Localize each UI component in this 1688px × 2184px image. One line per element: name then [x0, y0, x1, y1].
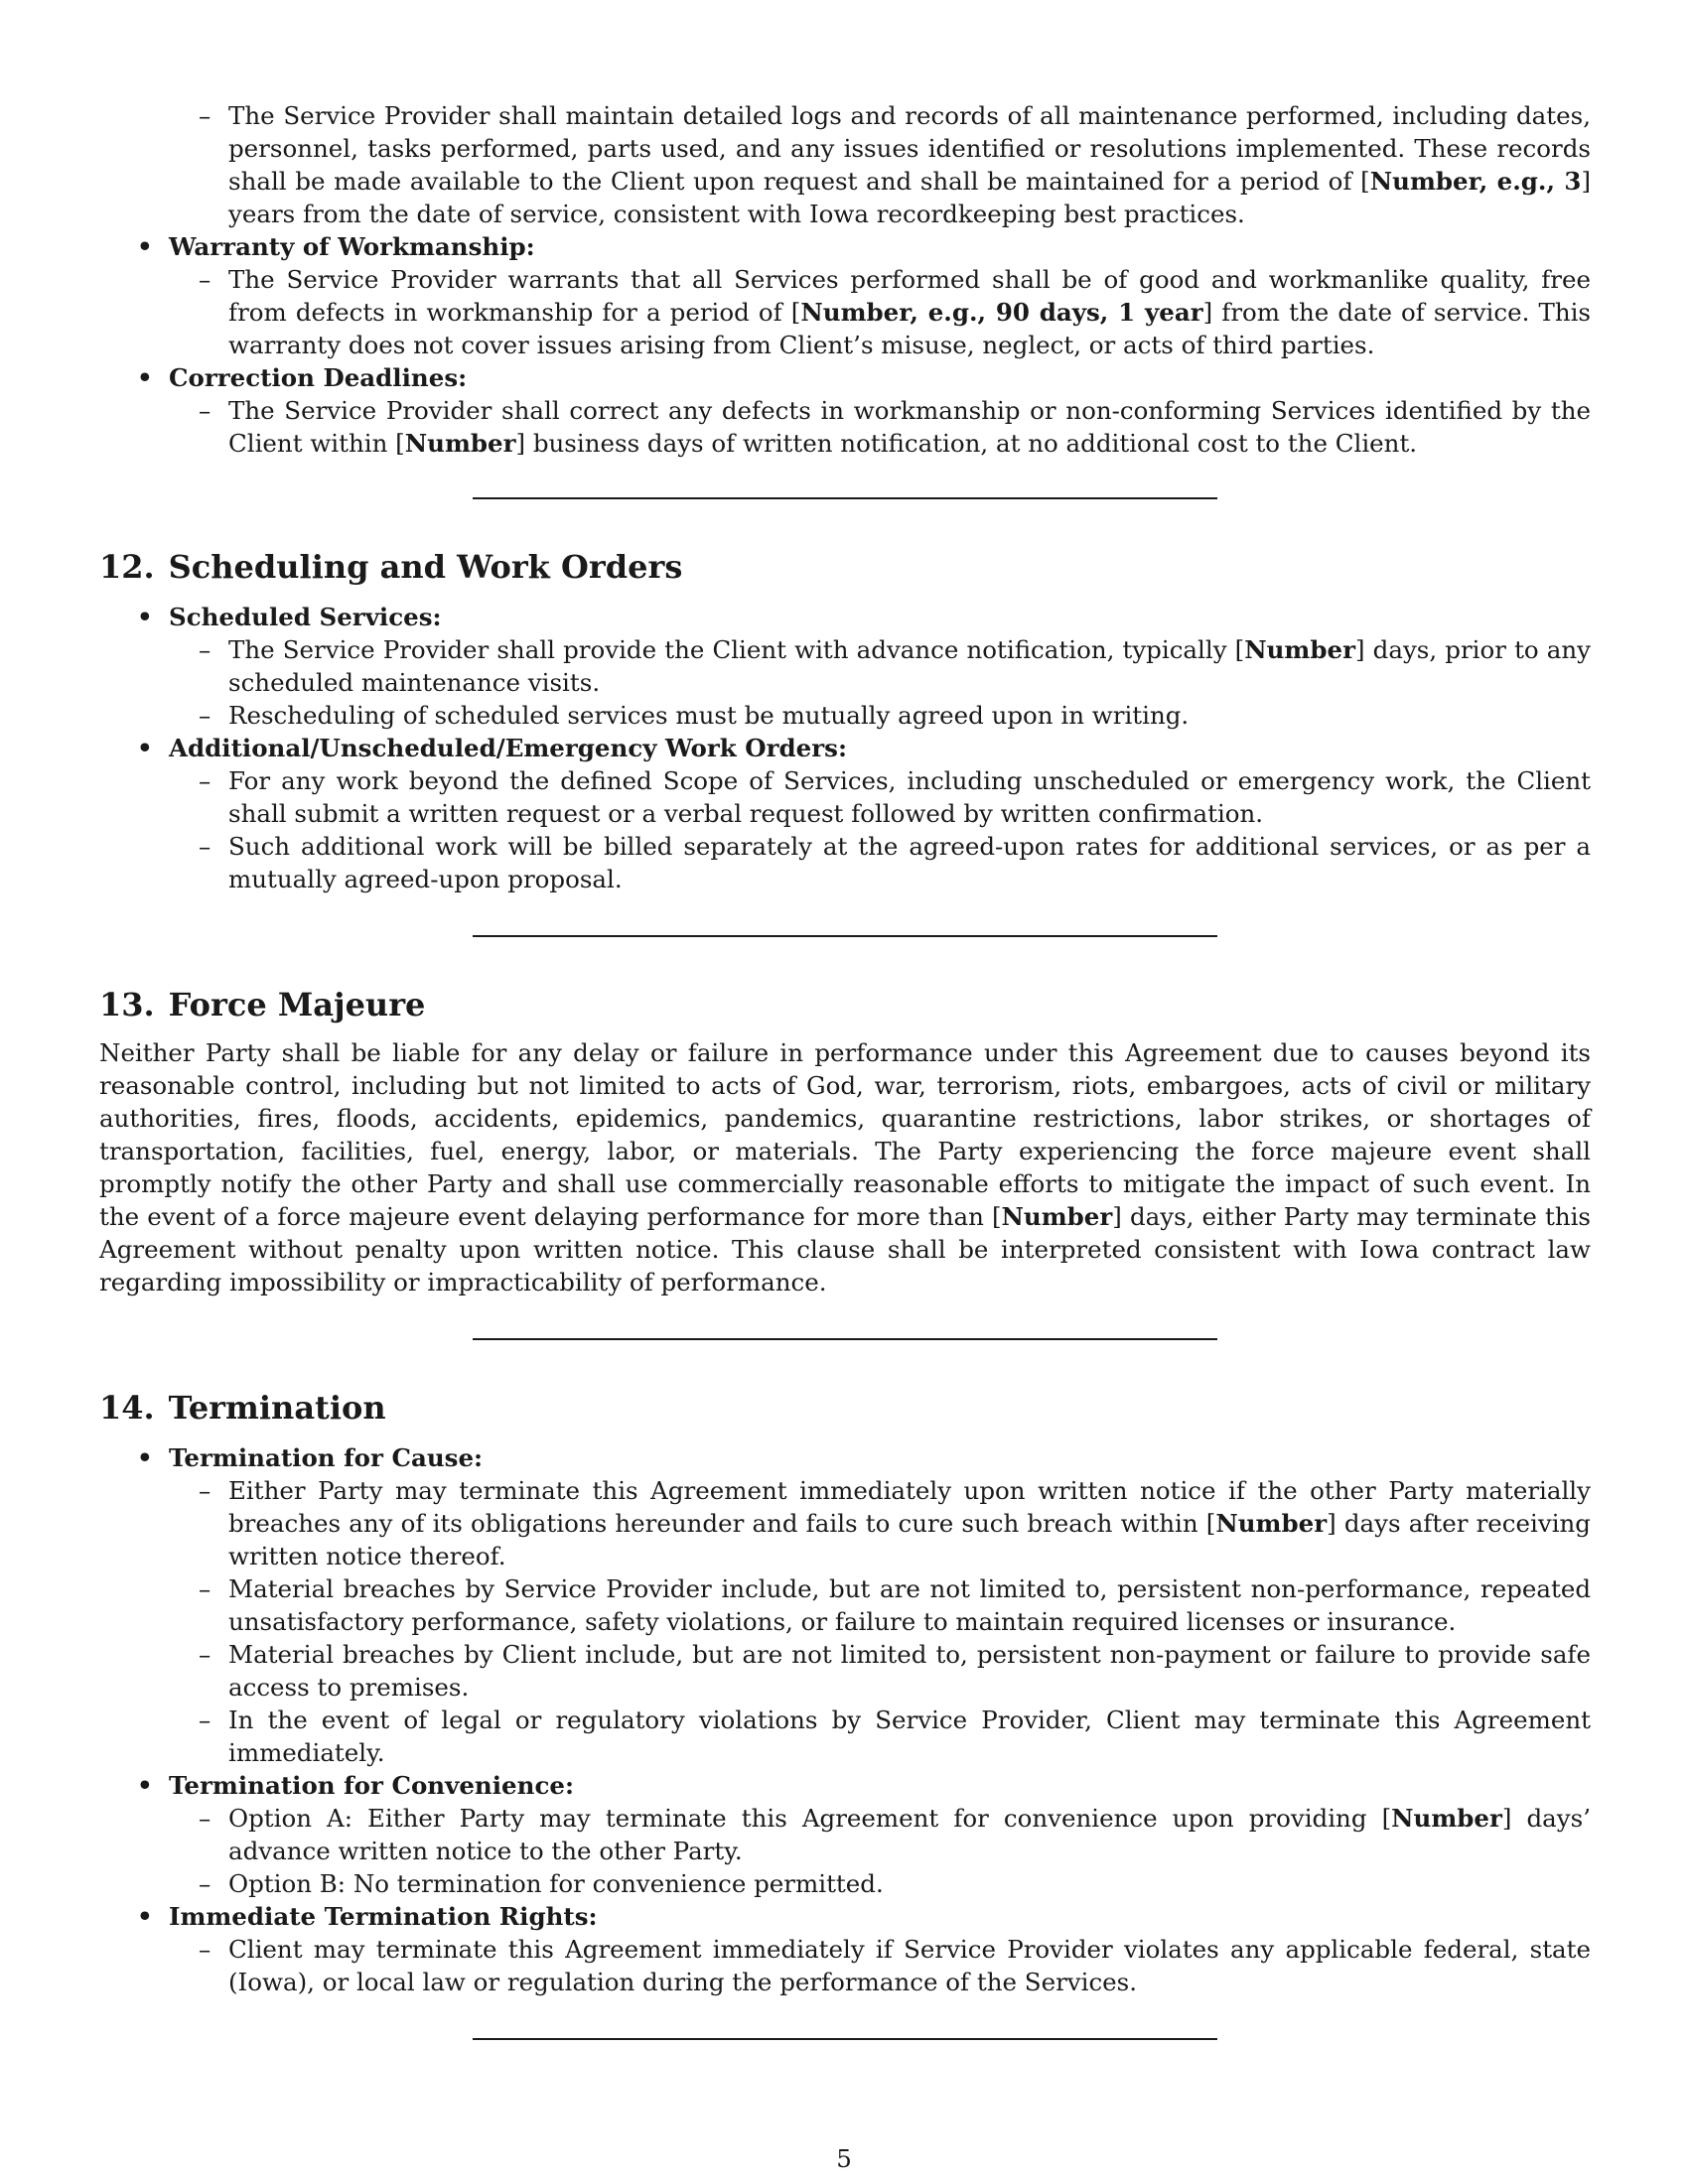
termination-cause-item: • Termination for Cause: [137, 1443, 484, 1472]
dash-marker: – [199, 101, 211, 130]
section-divider [473, 935, 1217, 937]
cause-subitem-3: – Material breaches by Client include, but are not limited to, persistent non-payment or failure to provide safe access to premises. [199, 1640, 1591, 1702]
dash-marker: – [199, 832, 211, 861]
warranty-item: • Warranty of Workmanship: [137, 232, 535, 261]
section-12-heading: 12. Scheduling and Work Orders [99, 548, 683, 586]
additional-work-item: • Additional/Unscheduled/Emergency Work Orders: [137, 734, 847, 762]
dash-marker: – [199, 1640, 211, 1669]
dash-marker: – [199, 265, 211, 294]
dash-marker: – [199, 1869, 211, 1898]
correction-subitem: – The Service Provider shall correct any defects in workmanship or non-conforming Services identified by the Client within [Number] business days of written notification, at no additional cost to the Client. [199, 396, 1591, 458]
bullet-marker: • [137, 1771, 153, 1800]
dash-marker: – [199, 1804, 211, 1833]
force-majeure-paragraph: Neither Party shall be liable for any delay or failure in performance under this Agreement due to causes beyond its reasonable control, including but not limited to acts of God, war, terrorism, riots, embargoes, acts of civil or military authorities, fires, floods, accidents, epidemics, pandemics, quarantine restrictions, labor strikes, or shortages of transportation, facilities, fuel, energy, labor, or materials. The Party experiencing the force majeure event shall promptly notify the other Party and shall use commercially reasonable efforts to mitigate the impact of such event. In the event of a force majeure event delaying performance for more than [Number] days, either Party may terminate this Agreement without penalty upon written notice. This clause shall be interpreted consistent with Iowa contract law regarding impossibility or impracticability of performance. [99, 1038, 1592, 1297]
dash-marker: – [199, 1935, 211, 1964]
dash-marker: – [199, 766, 211, 795]
section-divider [473, 2038, 1217, 2040]
page-number: 5 [836, 2144, 852, 2173]
dash-marker: – [199, 1574, 211, 1603]
bullet-marker: • [137, 1443, 153, 1472]
cause-subitem-2: – Material breaches by Service Provider include, but are not limited to, persistent non-performance, repeated unsatisfactory performance, safety violations, or failure to maintain required licenses or insurance. [199, 1574, 1591, 1636]
scheduled-subitem-1: – The Service Provider shall provide the Client with advance notification, typically [Number] days, prior to any scheduled maintenance visits. [199, 635, 1591, 697]
document-page [99, 99, 1591, 2040]
dash-marker: – [199, 701, 211, 730]
convenience-subitem-1: – Option A: Either Party may terminate this Agreement for convenience upon providing [Number] days’ advance written notice to the other Party. [199, 1804, 1591, 1865]
bullet-marker: • [137, 1902, 153, 1931]
cause-subitem-1: – Either Party may terminate this Agreement immediately upon written notice if the other Party materially breaches any of its obligations hereunder and fails to cure such breach within [Number] days after receiving written notice thereof. [199, 1476, 1591, 1570]
dash-marker: – [199, 635, 211, 664]
section-14-heading: 14. Termination [99, 1389, 386, 1427]
additional-subitem-2: – Such additional work will be billed separately at the agreed-upon rates for additional services, or as per a mutually agreed-upon proposal. [199, 832, 1591, 893]
scheduled-subitem-2: – Rescheduling of scheduled services must be mutually agreed upon in writing. [199, 701, 1190, 730]
warranty-subitem: – The Service Provider warrants that all Services performed shall be of good and workmanlike quality, free from defects in workmanship for a period of [Number, e.g., 90 days, 1 year] from the date of service. This warranty does not cover issues arising from Client’s misuse, neglect, or acts of third parties. [199, 265, 1592, 359]
scheduled-services-item: • Scheduled Services: [137, 603, 442, 631]
immediate-termination-item: • Immediate Termination Rights: [137, 1902, 598, 1931]
dash-marker: – [199, 1706, 211, 1734]
convenience-subitem-2: – Option B: No termination for convenience permitted. [199, 1869, 884, 1898]
cause-subitem-4: – In the event of legal or regulatory violations by Service Provider, Client may terminate this Agreement immediately. [199, 1706, 1591, 1767]
dash-marker: – [199, 1476, 211, 1505]
additional-subitem-1: – For any work beyond the defined Scope of Services, including unscheduled or emergency work, the Client shall submit a written request or a verbal request followed by written confirmation. [199, 766, 1591, 828]
bullet-marker: • [137, 734, 153, 762]
correction-item: • Correction Deadlines: [137, 363, 468, 392]
bullet-marker: • [137, 232, 153, 261]
termination-convenience-item: • Termination for Convenience: [137, 1771, 575, 1800]
dash-marker: – [199, 396, 211, 425]
records-subitem: – The Service Provider shall maintain detailed logs and records of all maintenance performed, including dates, personnel, tasks performed, parts used, and any issues identified or resolutions implemented. These records shall be made available to the Client upon request and shall be maintained for a period of [Number, e.g., 3] years from the date of service, consistent with Iowa recordkeeping best practices. [199, 101, 1592, 228]
bullet-marker: • [137, 363, 153, 392]
section-13-heading: 13. Force Majeure [99, 986, 426, 1024]
section-divider [473, 497, 1217, 499]
bullet-marker: • [137, 603, 153, 631]
immediate-subitem-1: – Client may terminate this Agreement immediately if Service Provider violates any applicable federal, state (Iowa), or local law or regulation during the performance of the Services. [199, 1935, 1591, 1996]
section-divider [473, 1338, 1217, 1340]
